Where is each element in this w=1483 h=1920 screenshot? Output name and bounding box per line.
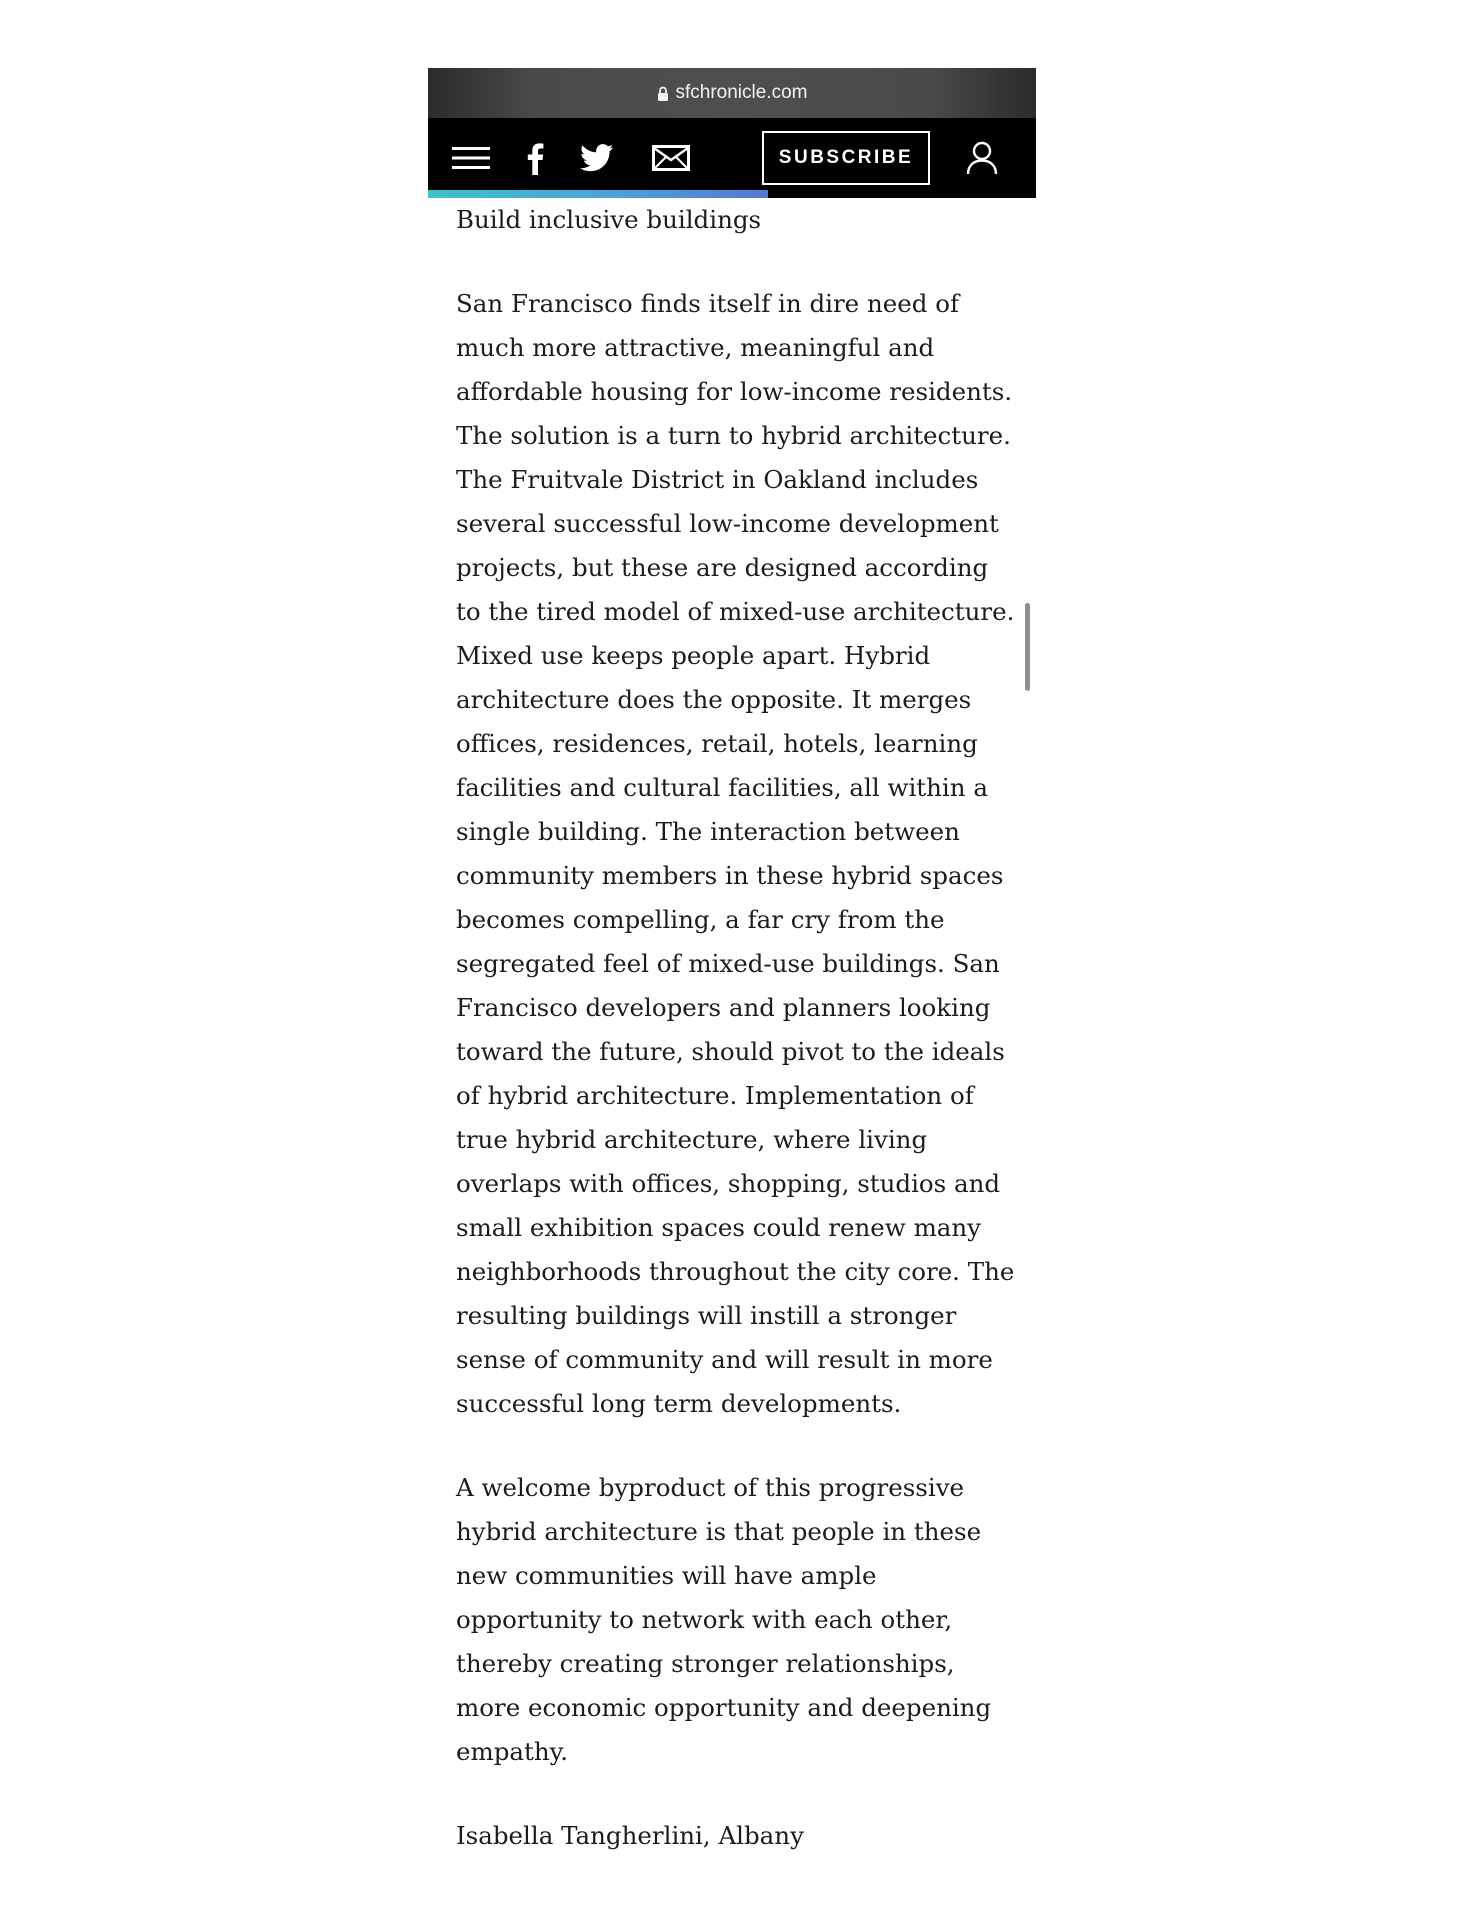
article-subhead: Build inclusive buildings (456, 205, 762, 234)
mail-icon[interactable] (652, 144, 690, 172)
url-text: sfchronicle.com (675, 82, 808, 103)
reading-progress-fill (428, 190, 768, 198)
browser-url-bar[interactable] (428, 68, 1036, 118)
menu-icon[interactable] (452, 142, 490, 174)
article-paragraph: San Francisco finds itself in dire need of much more attractive, meaningful and affordable housing for low-income residents. The solution is a turn to hybrid architecture. The Fruitvale District in Oakland includes several successful low-income development projects, but these are designed according to the tired model of mixed-use architecture. Mixed use keeps people apart. Hybrid architecture does the opposite. It merges offices, residences, retail, hotels, learning facilities and cultural facilities, all within a single building. The interaction between community members in these hybrid spaces becomes compelling, a far cry from the segregated feel of mixed-use buildings. San Francisco developers and planners looking toward the future, should pivot to the ideals of hybrid architecture. Implementation of true hybrid architecture, where living overlaps with offices, shopping, studios and small exhibition spaces could renew many neighborhoods throughout the city core. The resulting buildings will instill a stronger sense of community and will result in more successful long term developments. (456, 289, 1015, 1418)
user-icon[interactable] (964, 140, 1000, 176)
facebook-icon[interactable] (522, 140, 548, 176)
mobile-browser-viewport (428, 68, 1036, 1898)
page-scrollbar[interactable] (1025, 603, 1030, 691)
article-body (456, 198, 1016, 1898)
subscribe-button[interactable]: SUBSCRIBE (762, 131, 930, 185)
article-signature: Isabella Tangherlini, Albany (456, 1821, 804, 1850)
reading-progress-bar (428, 190, 1036, 198)
twitter-icon[interactable] (580, 142, 614, 174)
site-navbar (428, 118, 1036, 198)
article-paragraph: A welcome byproduct of this progressive hybrid architecture is that people in these new communities will have ample opportunity to network with each other, thereby creating stronger relationships, more economic opportunity and deepening empathy. (456, 1473, 992, 1766)
lock-icon (657, 86, 669, 102)
